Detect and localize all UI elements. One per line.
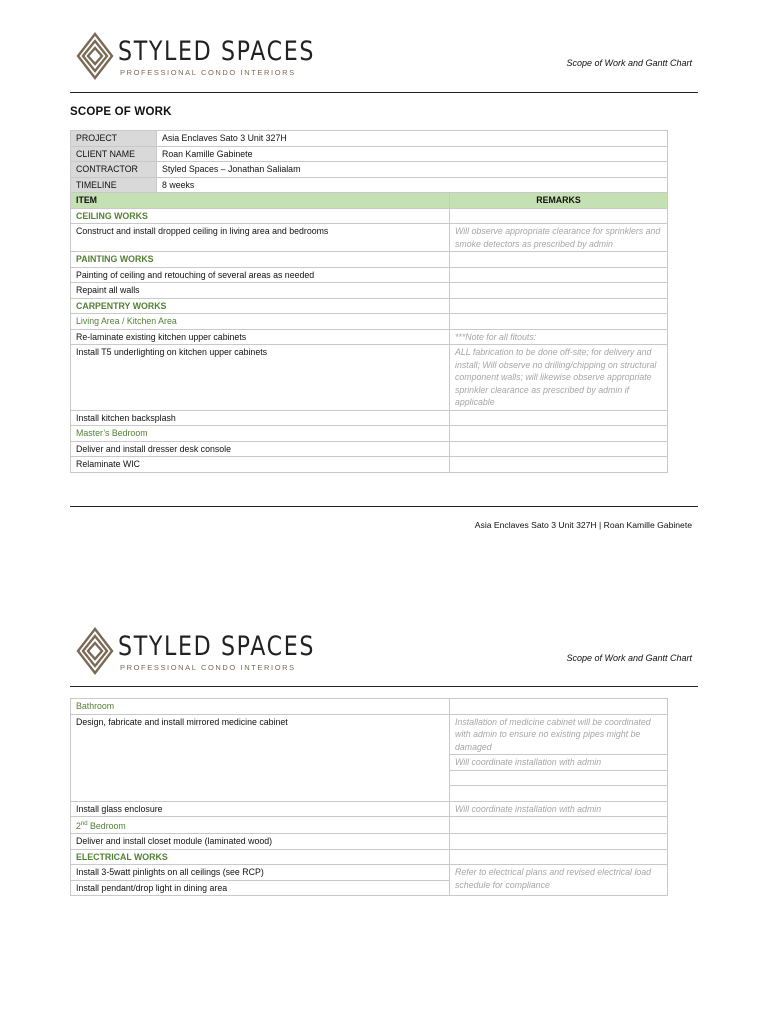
remark-cell (450, 283, 668, 299)
remark-cell (450, 699, 668, 715)
table-row (71, 801, 668, 817)
remark-cell (450, 786, 668, 802)
remark-cell (450, 457, 668, 473)
remark-cell (450, 426, 668, 442)
column-header-remarks: REMARKS (450, 193, 668, 209)
info-row (71, 131, 668, 147)
brand-tagline: PROFESSIONAL CONDO INTERIORS (120, 68, 296, 77)
document-subtitle: Scope of Work and Gantt Chart (566, 653, 692, 663)
subcategory-label: Bathroom (71, 699, 450, 715)
document-subtitle: Scope of Work and Gantt Chart (566, 58, 692, 68)
info-row (71, 177, 668, 193)
logo-diamond-icon (76, 32, 114, 80)
brand-name: STYLED SPACES (118, 631, 316, 662)
header-divider (70, 92, 698, 93)
brand-tagline: PROFESSIONAL CONDO INTERIORS (120, 663, 296, 672)
table-row (71, 283, 668, 299)
remark-cell: Installation of medicine cabinet will be coordinated with admin to ensure no existing pipes might be damaged (450, 714, 668, 755)
subcategory-label: Master’s Bedroom (71, 426, 450, 442)
page1-header (0, 0, 768, 92)
subcategory-label: Living Area / Kitchen Area (71, 314, 450, 330)
subcategory-label-ordinal: nd (80, 821, 88, 827)
item-cell: Deliver and install closet module (laminated wood) (71, 834, 450, 850)
item-cell: Repaint all walls (71, 283, 450, 299)
footer-divider (70, 506, 698, 507)
category-row (71, 298, 668, 314)
item-cell: Install T5 underlighting on kitchen upper cabinets (71, 345, 450, 411)
remark-cell: ***Note for all fitouts: (450, 329, 668, 345)
remark-cell (450, 817, 668, 834)
table-header-row (71, 193, 668, 209)
remark-cell (450, 410, 668, 426)
category-row (71, 849, 668, 865)
info-value: Roan Kamille Gabinete (157, 146, 668, 162)
subcategory-label-word: Bedroom (87, 820, 126, 831)
category-label: ELECTRICAL WORKS (71, 849, 450, 865)
item-cell: Install kitchen backsplash (71, 410, 450, 426)
category-row (71, 208, 668, 224)
item-cell: Install pendant/drop light in dining area (71, 880, 450, 896)
item-cell: Install 3-5watt pinlights on all ceilings (see RCP) (71, 865, 450, 881)
info-label: CLIENT NAME (71, 146, 157, 162)
page2-header (0, 596, 768, 688)
page-footer: Asia Enclaves Sato 3 Unit 327H | Roan Kamille Gabinete (474, 520, 692, 530)
subcategory-row (71, 817, 668, 834)
subcategory-row (71, 699, 668, 715)
item-cell: Design, fabricate and install mirrored medicine cabinet (71, 714, 450, 801)
subcategory-row (71, 314, 668, 330)
category-row (71, 252, 668, 268)
remark-cell (450, 267, 668, 283)
item-cell: Install glass enclosure (71, 801, 450, 817)
subcategory-label (71, 817, 450, 834)
remark-cell (450, 834, 668, 850)
table-row (71, 865, 668, 881)
info-label: TIMELINE (71, 177, 157, 193)
table-row (71, 267, 668, 283)
logo-diamond-icon (76, 627, 114, 675)
remark-cell: Refer to electrical plans and revised electrical load schedule for compliance (450, 865, 668, 896)
table-row (71, 834, 668, 850)
table-row (71, 441, 668, 457)
remark-cell: Will coordinate installation with admin (450, 801, 668, 817)
remark-cell: ALL fabrication to be done off-site; for delivery and install; Will observe no drilling/chipping on structural component walls; will likewise observe appropriate sprinkler clearance as prescribed by admin if applicable (450, 345, 668, 411)
remark-cell (450, 770, 668, 786)
header-divider (70, 686, 698, 687)
table-row (71, 345, 668, 411)
remark-cell (450, 849, 668, 865)
item-cell: Deliver and install dresser desk console (71, 441, 450, 457)
info-row (71, 162, 668, 178)
remark-cell: Will observe appropriate clearance for sprinklers and smoke detectors as prescribed by admin (450, 224, 668, 252)
brand-name: STYLED SPACES (118, 36, 316, 67)
table-row (71, 457, 668, 473)
remark-cell (450, 252, 668, 268)
remark-cell (450, 298, 668, 314)
info-value: 8 weeks (157, 177, 668, 193)
info-value: Styled Spaces – Jonathan Salialam (157, 162, 668, 178)
table-row (71, 329, 668, 345)
table-row (71, 714, 668, 755)
scope-table-continued (70, 698, 668, 896)
subcategory-label-number: 2 (76, 820, 81, 831)
scope-table (70, 130, 668, 473)
category-label: CEILING WORKS (71, 208, 450, 224)
remark-cell (450, 208, 668, 224)
info-label: CONTRACTOR (71, 162, 157, 178)
item-cell: Construct and install dropped ceiling in living area and bedrooms (71, 224, 450, 252)
table-row (71, 224, 668, 252)
subcategory-row (71, 426, 668, 442)
item-cell: Relaminate WIC (71, 457, 450, 473)
section-title: SCOPE OF WORK (70, 106, 172, 118)
item-cell: Painting of ceiling and retouching of several areas as needed (71, 267, 450, 283)
column-header-item: ITEM (71, 193, 450, 209)
category-label: CARPENTRY WORKS (71, 298, 450, 314)
item-cell: Re-laminate existing kitchen upper cabinets (71, 329, 450, 345)
info-label: PROJECT (71, 131, 157, 147)
remark-cell (450, 441, 668, 457)
category-label: PAINTING WORKS (71, 252, 450, 268)
remark-cell (450, 314, 668, 330)
table-row (71, 410, 668, 426)
remark-cell: Will coordinate installation with admin (450, 755, 668, 771)
info-row (71, 146, 668, 162)
info-value: Asia Enclaves Sato 3 Unit 327H (157, 131, 668, 147)
